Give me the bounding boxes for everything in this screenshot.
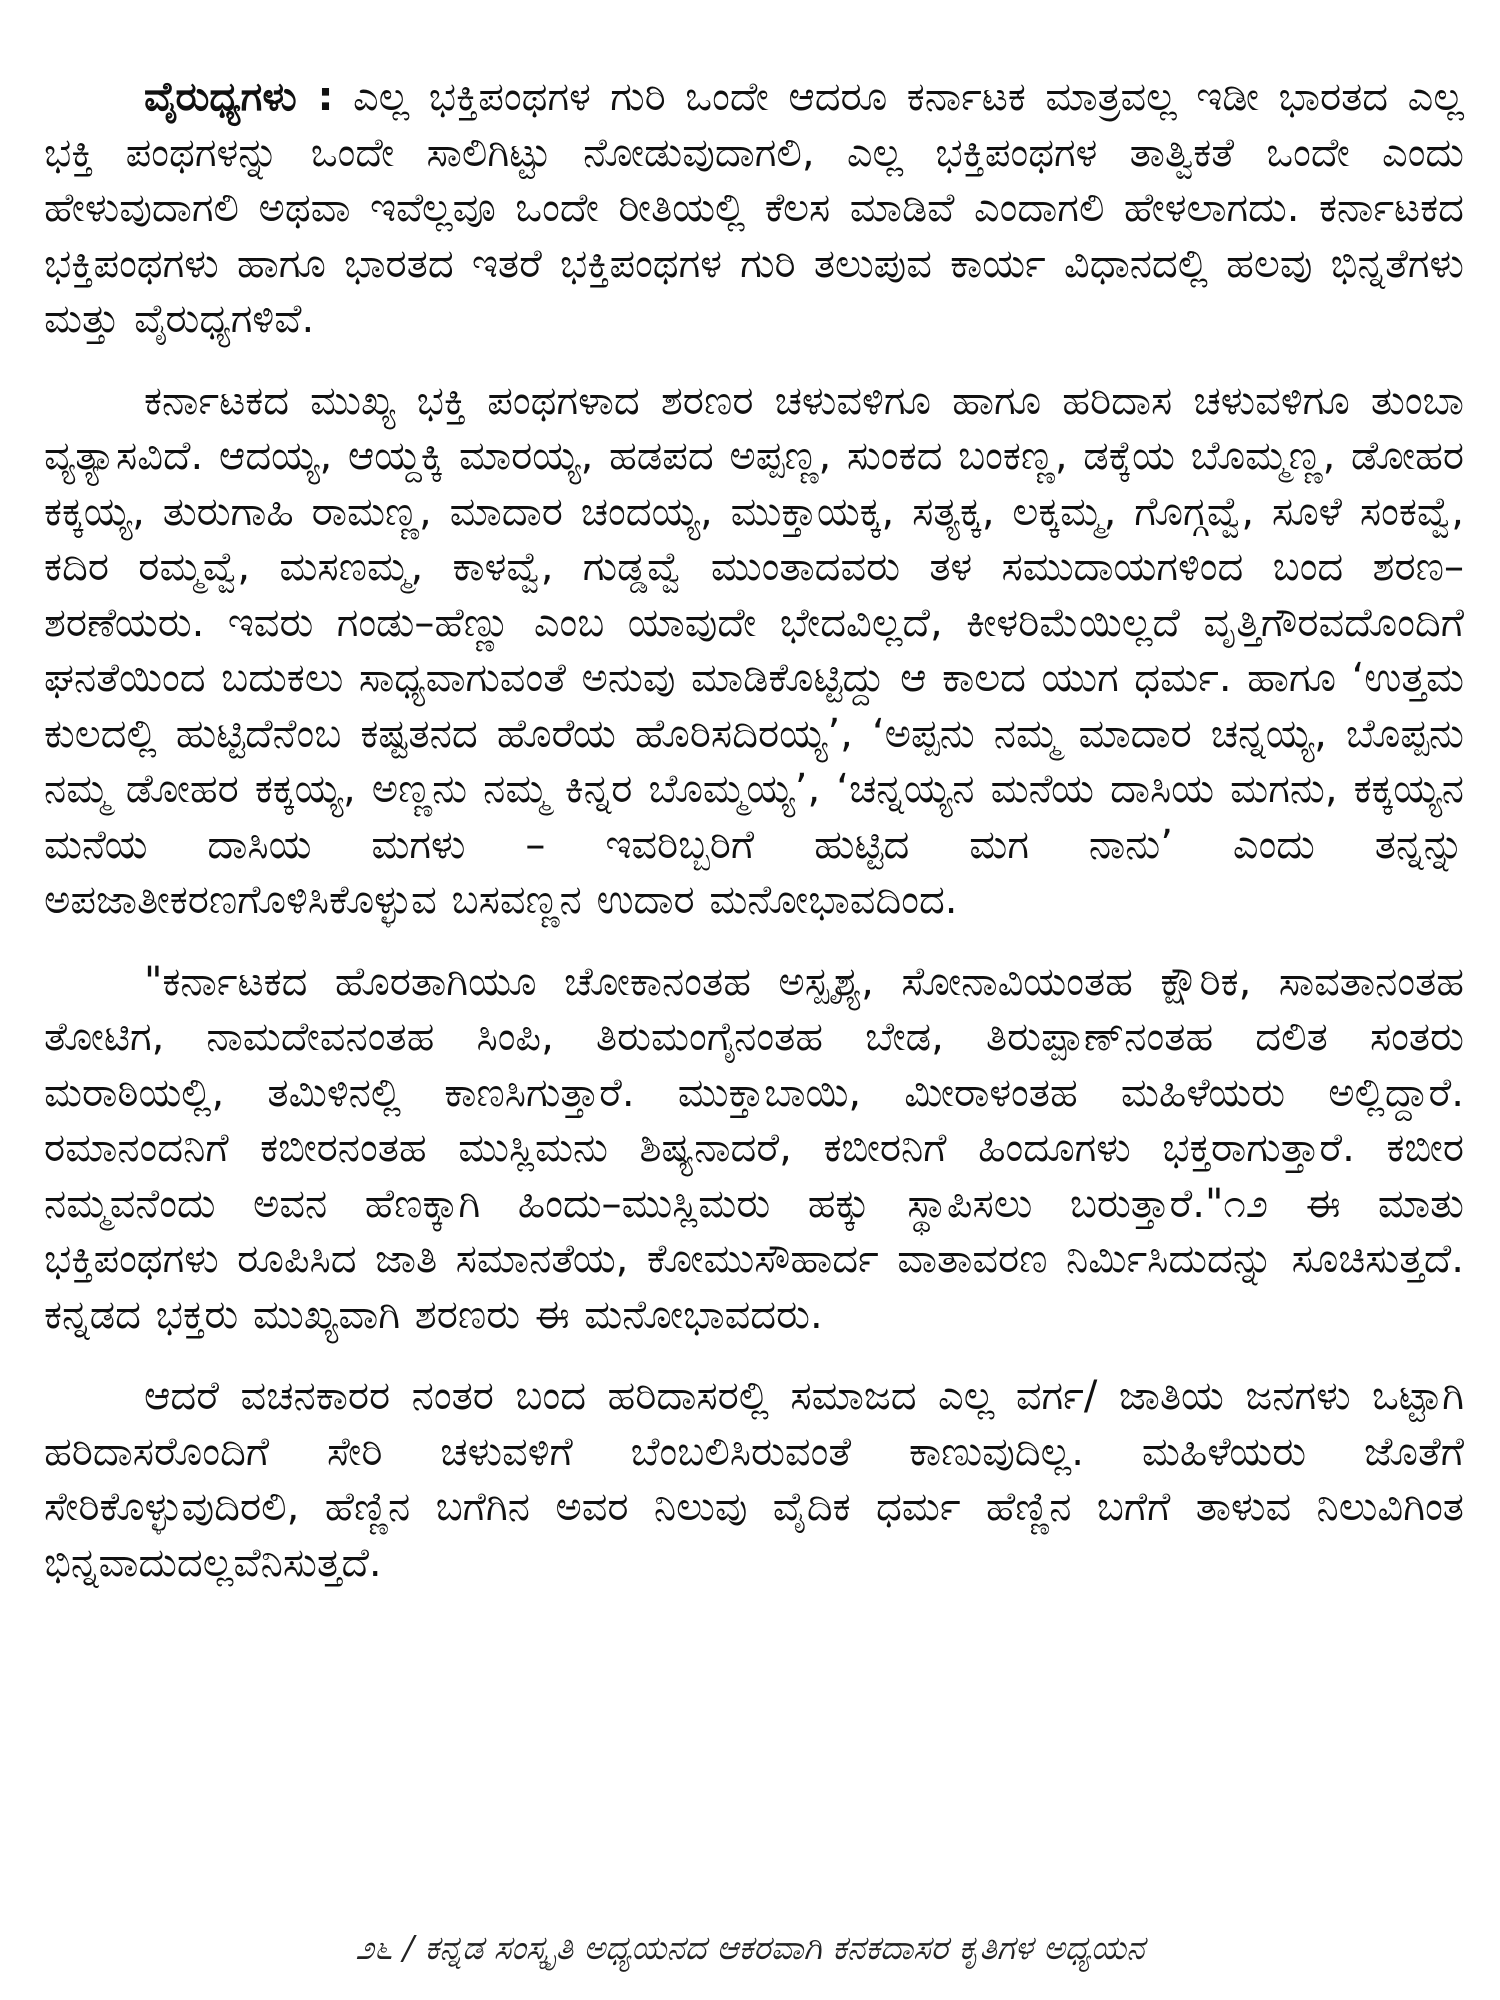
section-heading: ವೈರುಧ್ಯಗಳು : [144, 74, 334, 120]
paragraph-contradictions [44, 70, 1464, 348]
paragraph-sharana-movement [44, 374, 1464, 929]
paragraph-text: ಕರ್ನಾಟಕದ ಮುಖ್ಯ ಭಕ್ತಿ ಪಂಥಗಳಾದ ಶರಣರ ಚಳುವಳಿಗೂ ಹಾಗೂ ಹರಿದಾಸ ಚಳುವಳಿಗೂ ತುಂಬಾ ವ್ಯತ್ಯಾಸವಿದೆ. ಆದಯ್ಯ, ಆಯ್ದಕ್ಕಿ ಮಾರಯ್ಯ, ಹಡಪದ ಅಪ್ಪಣ್ಣ, ಸುಂಕದ ಬಂಕಣ್ಣ, ಡಕ್ಕೆಯ ಬೊಮ್ಮಣ್ಣ, ಡೋಹರ ಕಕ್ಕಯ್ಯ, ತುರುಗಾಹಿ ರಾಮಣ್ಣ, ಮಾದಾರ ಚಂದಯ್ಯ, ಮುಕ್ತಾಯಕ್ಕ, ಸತ್ಯಕ್ಕ, ಲಕ್ಕಮ್ಮ, ಗೊಗ್ಗವ್ವೆ, ಸೂಳೆ ಸಂಕವ್ವೆ, ಕದಿರ ರಮ್ಮವ್ವೆ, ಮಸಣಮ್ಮ, ಕಾಳವ್ವೆ, ಗುಡ್ಡವ್ವೆ ಮುಂತಾದವರು ತಳ ಸಮುದಾಯಗಳಿಂದ ಬಂದ ಶರಣ–ಶರಣೆಯರು. ಇವರು ಗಂಡು–ಹೆಣ್ಣು ಎಂಬ ಯಾವುದೇ ಭೇದವಿಲ್ಲದೆ, ಕೀಳರಿಮೆಯಿಲ್ಲದೆ ವೃತ್ತಿಗೌರವದೊಂದಿಗೆ ಘನತೆಯಿಂದ ಬದುಕಲು ಸಾಧ್ಯವಾಗುವಂತೆ ಅನುವು ಮಾಡಿಕೊಟ್ಟಿದ್ದು ಆ ಕಾಲದ ಯುಗ ಧರ್ಮ. ಹಾಗೂ ‘ಉತ್ತಮ ಕುಲದಲ್ಲಿ ಹುಟ್ಟಿದೆನೆಂಬ ಕಷ್ಟತನದ ಹೊರೆಯ ಹೊರಿಸದಿರಯ್ಯ’, ‘ಅಪ್ಪನು ನಮ್ಮ ಮಾದಾರ ಚನ್ನಯ್ಯ, ಬೊಪ್ಪನು ನಮ್ಮ ಡೋಹರ ಕಕ್ಕಯ್ಯ, ಅಣ್ಣನು ನಮ್ಮ ಕಿನ್ನರ ಬೊಮ್ಮಯ್ಯ’, ‘ಚನ್ನಯ್ಯನ ಮನೆಯ ದಾಸಿಯ ಮಗನು, ಕಕ್ಕಯ್ಯನ ಮನೆಯ ದಾಸಿಯ ಮಗಳು – ಇವರಿಬ್ಬರಿಗೆ ಹುಟ್ಟಿದ ಮಗ ನಾನು’ ಎಂದು ತನ್ನನ್ನು ಅಪಜಾತೀಕರಣಗೊಳಿಸಿಕೊಳ್ಳುವ ಬಸವಣ್ಣನ ಉದಾರ ಮನೋಭಾವದಿಂದ. [44, 377, 1464, 923]
paragraph-text: "ಕರ್ನಾಟಕದ ಹೊರತಾಗಿಯೂ ಚೋಕಾನಂತಹ ಅಸ್ಪೃಶ್ಯ, ಸೋನಾವಿಯಂತಹ ಕ್ಷೌರಿಕ, ಸಾವತಾನಂತಹ ತೋಟಿಗ, ನಾಮದೇವನಂತಹ ಸಿಂಪಿ, ತಿರುಮಂಗೈನಂತಹ ಬೇಡ, ತಿರುಪ್ಪಾಣ್‌ನಂತಹ ದಲಿತ ಸಂತರು ಮರಾಠಿಯಲ್ಲಿ, ತಮಿಳಿನಲ್ಲಿ ಕಾಣಸಿಗುತ್ತಾರೆ. ಮುಕ್ತಾಬಾಯಿ, ಮೀರಾಳಂತಹ ಮಹಿಳೆಯರು ಅಲ್ಲಿದ್ದಾರೆ. ರಮಾನಂದನಿಗೆ ಕಬೀರನಂತಹ ಮುಸ್ಲಿಮನು ಶಿಷ್ಯನಾದರೆ, ಕಬೀರನಿಗೆ ಹಿಂದೂಗಳು ಭಕ್ತರಾಗುತ್ತಾರೆ. ಕಬೀರ ನಮ್ಮವನೆಂದು ಅವನ ಹೆಣಕ್ಕಾಗಿ ಹಿಂದು–ಮುಸ್ಲಿಮರು ಹಕ್ಕು ಸ್ಥಾಪಿಸಲು ಬರುತ್ತಾರೆ."೧೨ ಈ ಮಾತು ಭಕ್ತಿಪಂಥಗಳು ರೂಪಿಸಿದ ಜಾತಿ ಸಮಾನತೆಯ, ಕೋಮುಸೌಹಾರ್ದ ವಾತಾವರಣ ನಿರ್ಮಿಸಿದುದನ್ನು ಸೂಚಿಸುತ್ತದೆ. ಕನ್ನಡದ ಭಕ್ತರು ಮುಖ್ಯವಾಗಿ ಶರಣರು ಈ ಮನೋಭಾವದರು. [44, 958, 1464, 1338]
document-page [44, 70, 1464, 1591]
paragraph-quotation [44, 955, 1464, 1344]
page-footer: ೨೬ / ಕನ್ನಡ ಸಂಸ್ಕೃತಿ ಅಧ್ಯಯನದ ಆಕರವಾಗಿ ಕನಕದಾಸರ ಕೃತಿಗಳ ಅಧ್ಯಯನ [355, 1928, 1145, 1967]
paragraph-text: ಎಲ್ಲ ಭಕ್ತಿಪಂಥಗಳ ಗುರಿ ಒಂದೇ ಆದರೂ ಕರ್ನಾಟಕ ಮಾತ್ರವಲ್ಲ ಇಡೀ ಭಾರತದ ಎಲ್ಲ ಭಕ್ತಿ ಪಂಥಗಳನ್ನು ಒಂದೇ ಸಾಲಿಗಿಟ್ಟು ನೋಡುವುದಾಗಲಿ, ಎಲ್ಲ ಭಕ್ತಿಪಂಥಗಳ ತಾತ್ವಿಕತೆ ಒಂದೇ ಎಂದು ಹೇಳುವುದಾಗಲಿ ಅಥವಾ ಇವೆಲ್ಲವೂ ಒಂದೇ ರೀತಿಯಲ್ಲಿ ಕೆಲಸ ಮಾಡಿವೆ ಎಂದಾಗಲಿ ಹೇಳಲಾಗದು. ಕರ್ನಾಟಕದ ಭಕ್ತಿಪಂಥಗಳು ಹಾಗೂ ಭಾರತದ ಇತರೆ ಭಕ್ತಿಪಂಥಗಳ ಗುರಿ ತಲುಪುವ ಕಾರ್ಯ ವಿಧಾನದಲ್ಲಿ ಹಲವು ಭಿನ್ನತೆಗಳು ಮತ್ತು ವೈರುಧ್ಯಗಳಿವೆ. [44, 74, 1464, 342]
paragraph-text: ಆದರೆ ವಚನಕಾರರ ನಂತರ ಬಂದ ಹರಿದಾಸರಲ್ಲಿ ಸಮಾಜದ ಎಲ್ಲ ವರ್ಗ/ ಜಾತಿಯ ಜನಗಳು ಒಟ್ಟಾಗಿ ಹರಿದಾಸರೊಂದಿಗೆ ಸೇರಿ ಚಳುವಳಿಗೆ ಬೆಂಬಲಿಸಿರುವಂತೆ ಕಾಣುವುದಿಲ್ಲ. ಮಹಿಳೆಯರು ಜೊತೆಗೆ ಸೇರಿಕೊಳ್ಳುವುದಿರಲಿ, ಹೆಣ್ಣಿನ ಬಗೆಗಿನ ಅವರ ನಿಲುವು ವೈದಿಕ ಧರ್ಮ ಹೆಣ್ಣಿನ ಬಗೆಗೆ ತಾಳುವ ನಿಲುವಿಗಿಂತ ಭಿನ್ನವಾದುದಲ್ಲವೆನಿಸುತ್ತದೆ. [44, 1373, 1464, 1586]
paragraph-haridasa [44, 1369, 1464, 1591]
